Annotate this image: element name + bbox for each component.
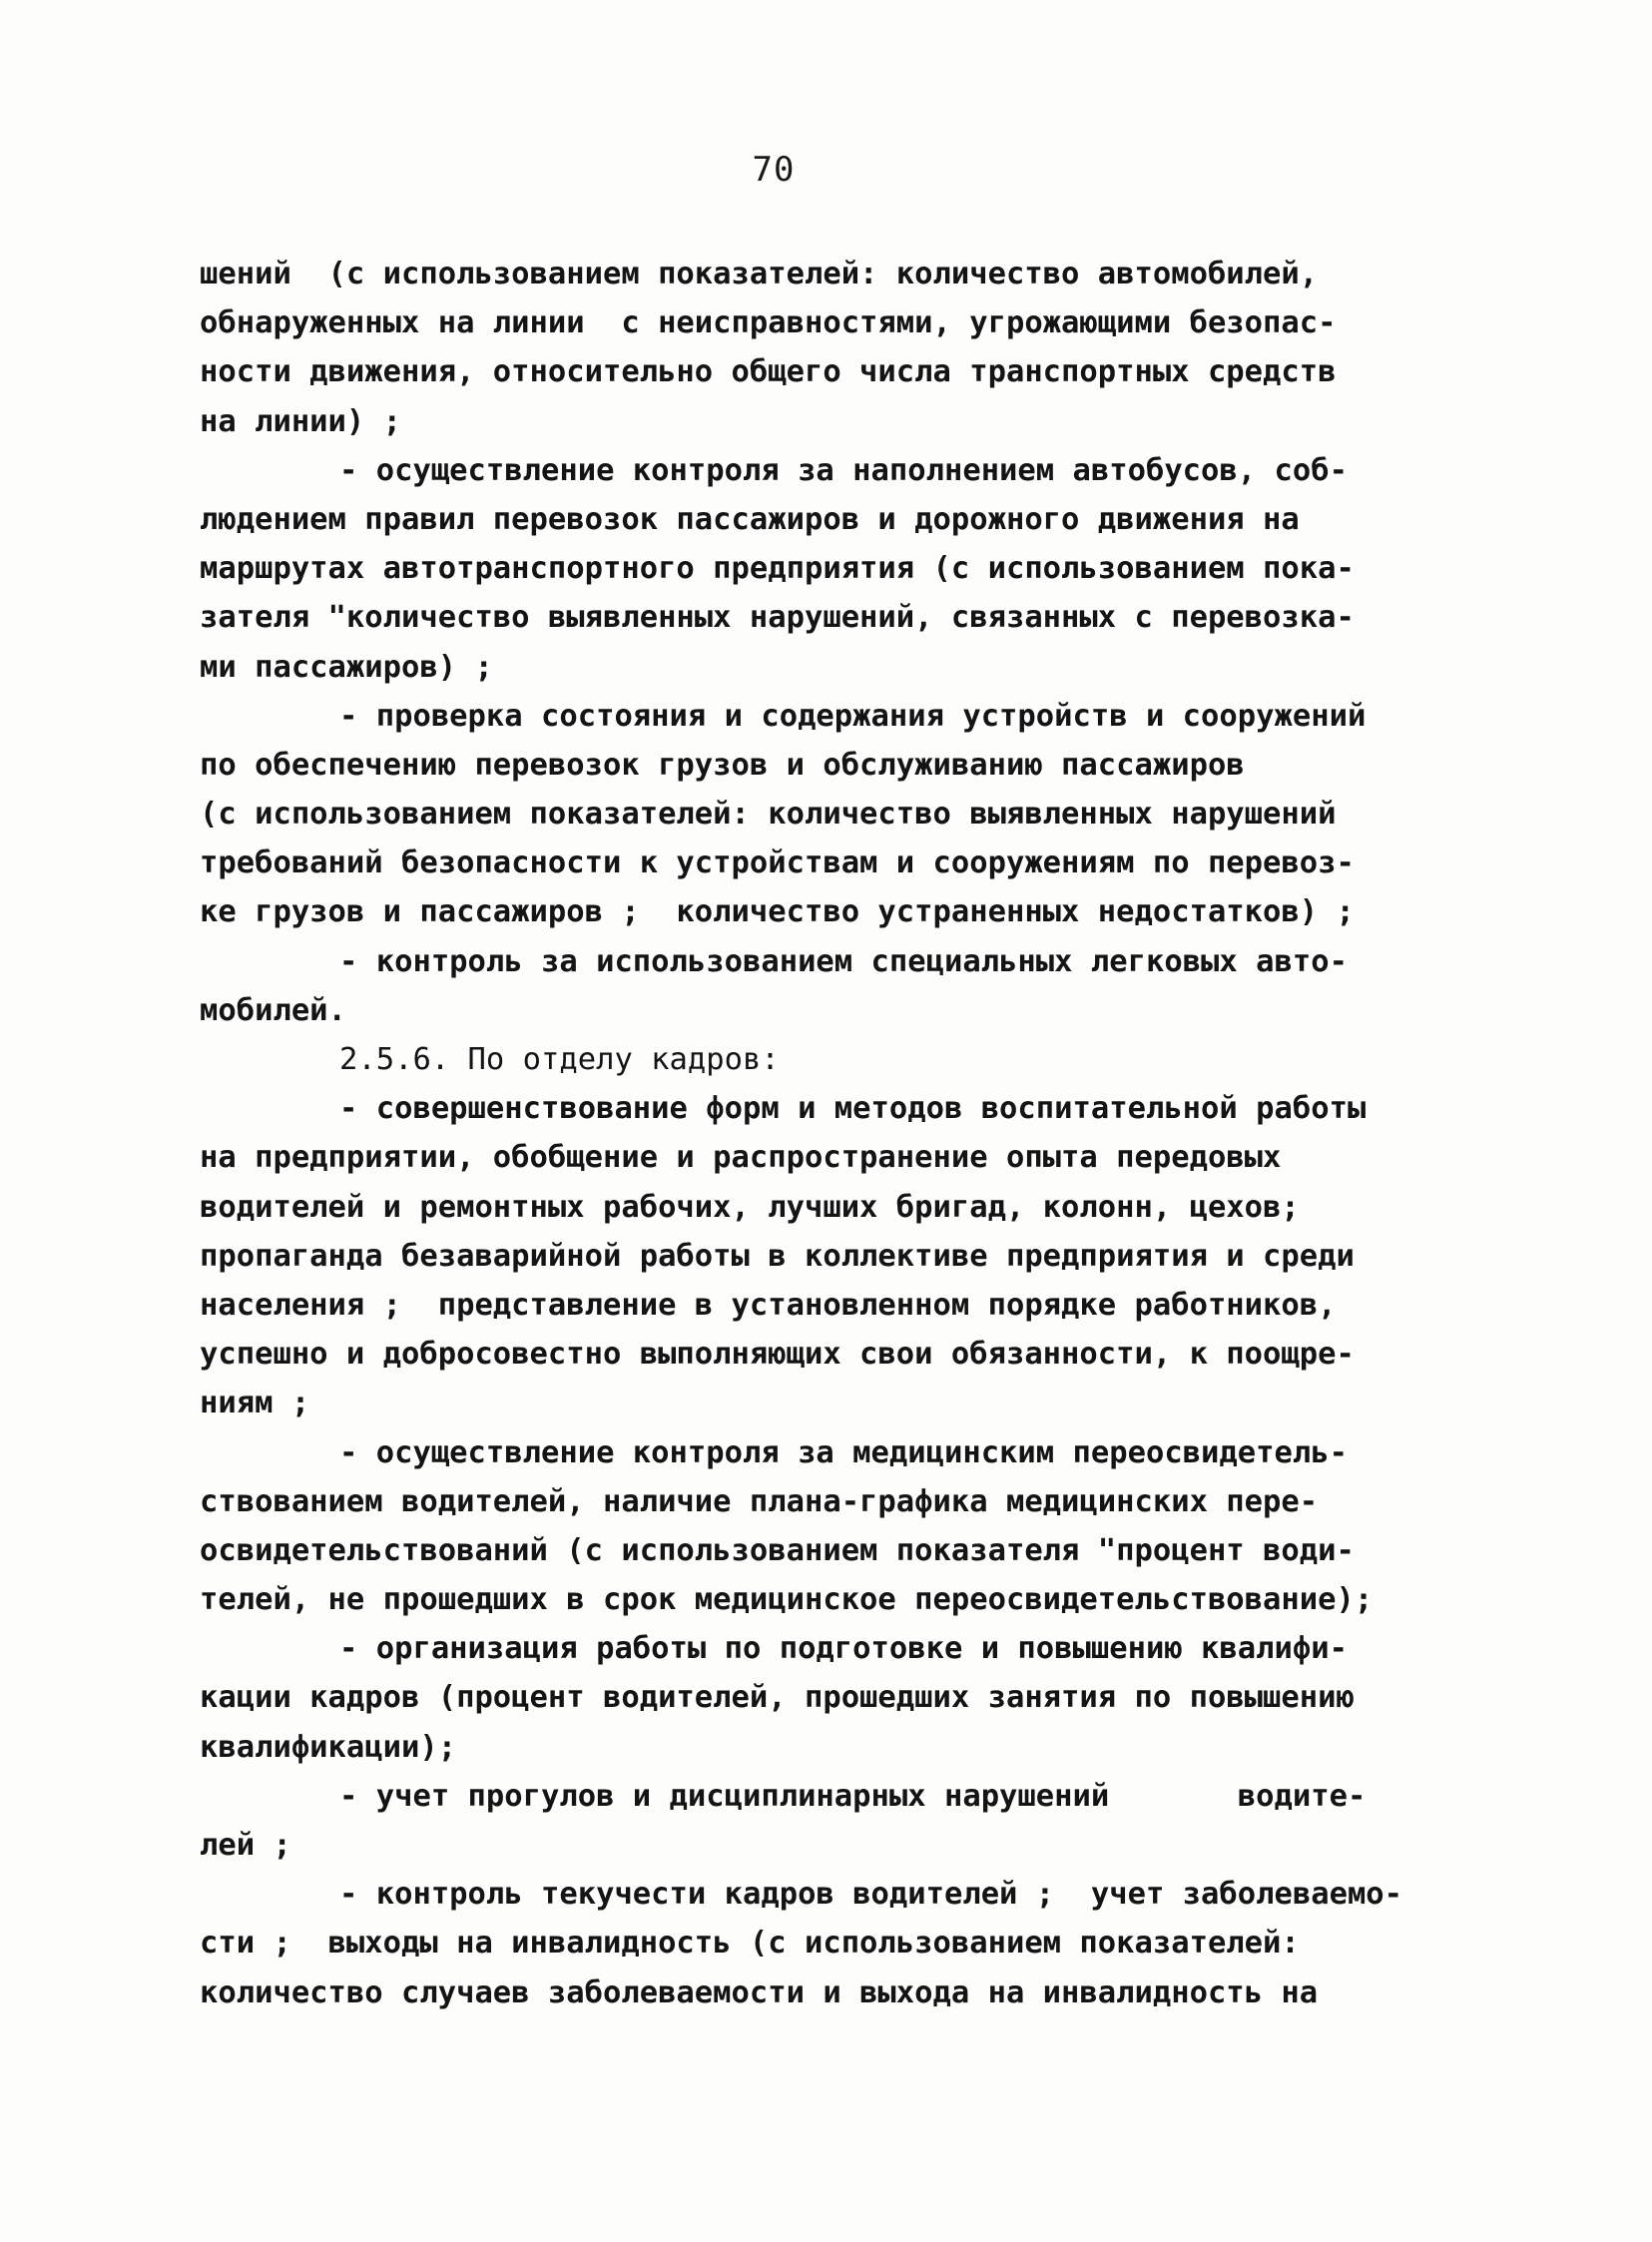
text-line: - контроль текучести кадров водителей ; учет заболеваемо- <box>339 1877 1403 1913</box>
text-line: людением правил перевозок пассажиров и дорожного движения на <box>200 501 1300 537</box>
text-line: ке грузов и пассажиров ; количество устраненных недостатков) ; <box>200 894 1355 930</box>
text-line: - организация работы по подготовке и повышению квалифи- <box>339 1631 1348 1667</box>
text-line: - контроль за использованием специальных легковых авто- <box>339 943 1348 979</box>
text-line: маршрутах автотранспортного предприятия (с использованием пока- <box>200 551 1355 587</box>
text-line: - совершенствование форм и методов воспитательной работы <box>339 1091 1367 1127</box>
text-line: кации кадров (процент водителей, прошедших занятия по повышению <box>200 1680 1355 1716</box>
text-line: обнаруженных на линии с неисправностями, угрожающими безопас- <box>200 305 1337 341</box>
text-line: (с использованием показателей: количество выявленных нарушений <box>200 797 1337 833</box>
text-line: сти ; выходы на инвалидность (с использованием показателей: <box>200 1926 1300 1962</box>
text-line: телей, не прошедших в срок медицинское переосвидетельствование); <box>200 1582 1374 1618</box>
text-line: зателя "количество выявленных нарушений, связанных с перевозка- <box>200 600 1355 636</box>
text-line: лей ; <box>200 1828 291 1863</box>
text-line: освидетельствований (с использованием показателя "процент води- <box>200 1532 1355 1568</box>
text-line: ниям ; <box>200 1386 310 1421</box>
text-line: водителей и ремонтных рабочих, лучших бригад, колонн, цехов; <box>200 1189 1300 1225</box>
body-text <box>200 250 1507 2017</box>
text-line: шений (с использованием показателей: количество автомобилей, <box>200 257 1319 291</box>
page-number: 70 <box>752 150 796 190</box>
text-line: пропаганда безаварийной работы в коллективе предприятия и среди <box>200 1238 1355 1274</box>
text-line: - осуществление контроля за медицинским переосвидетель- <box>339 1434 1348 1470</box>
text-line: на предприятии, обобщение и распространение опыта передовых <box>200 1140 1282 1176</box>
text-line: ми пассажиров) ; <box>200 649 493 685</box>
text-line: населения ; представление в установленном порядке работников, <box>200 1287 1337 1323</box>
text-line: - учет прогулов и дисциплинарных нарушений водите- <box>339 1778 1367 1814</box>
text-line: - проверка состояния и содержания устройств и сооружений <box>339 698 1367 734</box>
text-line: - осуществление контроля за наполнением автобусов, соб- <box>339 452 1348 488</box>
text-line: по обеспечению перевозок грузов и обслуживанию пассажиров <box>200 747 1245 783</box>
text-line: успешно и добросовестно выполняющих свои обязанности, к поощре- <box>200 1337 1355 1373</box>
text-line: на линии) ; <box>200 403 401 439</box>
text-line: ствованием водителей, наличие плана-графика медицинских пере- <box>200 1483 1319 1519</box>
text-line: мобилей. <box>200 992 346 1028</box>
text-line: квалификации); <box>200 1729 457 1765</box>
text-line: требований безопасности к устройствам и сооружениям по перевоз- <box>200 845 1355 881</box>
section-heading: 2.5.6. По отделу кадров: <box>339 1042 780 1077</box>
text-line: ности движения, относительно общего числа транспортных средств <box>200 354 1337 390</box>
text-line: количество случаев заболеваемости и выхода на инвалидность на <box>200 1974 1319 2010</box>
